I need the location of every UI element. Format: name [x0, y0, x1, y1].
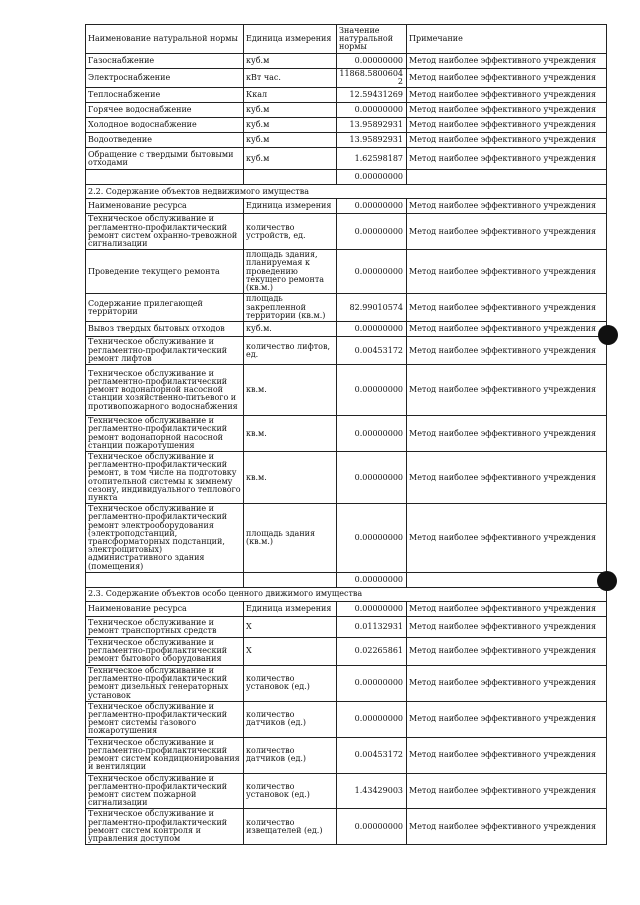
row-note: Метод наиболее эффективного учреждения: [407, 365, 607, 416]
row-name: Техническое обслуживание и регламентно-профилактический ремонт лифтов: [86, 337, 244, 365]
row-unit: куб.м: [244, 148, 337, 170]
row-name: Техническое обслуживание и регламентно-профилактический ремонт дизельных генераторных установок: [86, 665, 244, 701]
head-name: Наименование ресурса: [86, 601, 244, 616]
row-unit: количество устройств, ед.: [244, 214, 337, 250]
row-name: Техническое обслуживание и регламентно-профилактический ремонт систем контроля и управления доступом: [86, 809, 244, 845]
row-note: Метод наиболее эффективного учреждения: [407, 504, 607, 573]
header-unit: Единица измерения: [244, 25, 337, 54]
section-head-row: [86, 199, 607, 214]
subtotal-row: [86, 572, 607, 587]
row-note: Метод наиболее эффективного учреждения: [407, 294, 607, 322]
row-name: Техническое обслуживание и регламентно-профилактический ремонт систем пожарной сигнализации: [86, 773, 244, 809]
row-unit: количество установок (ед.): [244, 773, 337, 809]
table-row: [86, 214, 607, 250]
row-unit: количество датчиков (ед.): [244, 701, 337, 737]
row-value: 11868.58006042: [337, 69, 407, 88]
table-row: [86, 88, 607, 103]
row-name: Техническое обслуживание и ремонт транспортных средств: [86, 616, 244, 637]
row-name: Электроснабжение: [86, 69, 244, 88]
head-note: Метод наиболее эффективного учреждения: [407, 199, 607, 214]
row-value: 0.01132931: [337, 616, 407, 637]
table-row: [86, 416, 607, 452]
row-name: Техническое обслуживание и регламентно-профилактический ремонт систем кондиционирования и вентиляции: [86, 737, 244, 773]
row-unit: X: [244, 637, 337, 665]
row-value: 0.00000000: [337, 54, 407, 69]
table-row: [86, 69, 607, 88]
row-unit: количество извещателей (ед.): [244, 809, 337, 845]
row-unit: кВт час.: [244, 69, 337, 88]
row-value: 0.00000000: [337, 809, 407, 845]
row-note: Метод наиболее эффективного учреждения: [407, 322, 607, 337]
table-header-row: [86, 25, 607, 54]
table-row: [86, 701, 607, 737]
row-value: 0.02265861: [337, 637, 407, 665]
row-value: 0.00000000: [337, 103, 407, 118]
head-value: 0.00000000: [337, 601, 407, 616]
row-value: 0.00000000: [337, 416, 407, 452]
row-note: Метод наиболее эффективного учреждения: [407, 637, 607, 665]
table-row: [86, 737, 607, 773]
row-name: Техническое обслуживание и регламентно-профилактический ремонт системы газового пожаротушения: [86, 701, 244, 737]
subtotal-row: [86, 170, 607, 185]
row-name: Техническое обслуживание и регламентно-профилактический ремонт, в том числе на подготовку отопительной системы к зимнему сезону, индивидуального теплового пункта: [86, 452, 244, 504]
row-value: 0.00453172: [337, 737, 407, 773]
row-note: Метод наиболее эффективного учреждения: [407, 133, 607, 148]
row-unit: кв.м.: [244, 365, 337, 416]
row-note: Метод наиболее эффективного учреждения: [407, 416, 607, 452]
row-unit: Ккал: [244, 88, 337, 103]
row-value: 13.95892931: [337, 118, 407, 133]
header-note: Примечание: [407, 25, 607, 54]
row-unit: куб.м: [244, 118, 337, 133]
row-note: Метод наиболее эффективного учреждения: [407, 103, 607, 118]
table-row: [86, 809, 607, 845]
header-name: Наименование натуральной нормы: [86, 25, 244, 54]
head-note: Метод наиболее эффективного учреждения: [407, 601, 607, 616]
table-row: [86, 337, 607, 365]
row-value: 0.00000000: [337, 365, 407, 416]
row-note: Метод наиболее эффективного учреждения: [407, 665, 607, 701]
row-note: Метод наиболее эффективного учреждения: [407, 737, 607, 773]
table-row: [86, 250, 607, 294]
row-name: Горячее водоснабжение: [86, 103, 244, 118]
punch-hole-mark: [598, 325, 618, 345]
row-value: 82.99010574: [337, 294, 407, 322]
head-value: 0.00000000: [337, 199, 407, 214]
table-row: [86, 322, 607, 337]
row-value: 12.59431269: [337, 88, 407, 103]
row-name: Газоснабжение: [86, 54, 244, 69]
section-title-row: [86, 587, 607, 601]
row-note: Метод наиболее эффективного учреждения: [407, 452, 607, 504]
header-value: Значение натуральной нормы: [337, 25, 407, 54]
row-value: 0.00000000: [337, 322, 407, 337]
row-note: Метод наиболее эффективного учреждения: [407, 701, 607, 737]
table-row: [86, 637, 607, 665]
row-value: 13.95892931: [337, 133, 407, 148]
row-unit: куб.м.: [244, 322, 337, 337]
row-unit: куб.м: [244, 103, 337, 118]
row-value: 0.00000000: [337, 250, 407, 294]
row-note: Метод наиболее эффективного учреждения: [407, 773, 607, 809]
table-row: [86, 452, 607, 504]
row-note: Метод наиболее эффективного учреждения: [407, 148, 607, 170]
table-row: [86, 148, 607, 170]
row-name: Техническое обслуживание и регламентно-профилактический ремонт водонапорной насосной станции пожаротушения: [86, 416, 244, 452]
row-name: Техническое обслуживание и регламентно-профилактический ремонт систем охранно-тревожной сигнализации: [86, 214, 244, 250]
table-row: [86, 118, 607, 133]
row-value: 1.43429003: [337, 773, 407, 809]
row-name: Содержание прилегающей территории: [86, 294, 244, 322]
row-name: Проведение текущего ремонта: [86, 250, 244, 294]
row-value: 0.00000000: [337, 504, 407, 573]
row-note: Метод наиболее эффективного учреждения: [407, 616, 607, 637]
row-value: 0.00000000: [337, 701, 407, 737]
table-row: [86, 294, 607, 322]
row-unit: X: [244, 616, 337, 637]
row-name: Водоотведение: [86, 133, 244, 148]
row-unit: количество установок (ед.): [244, 665, 337, 701]
punch-hole-mark: [597, 571, 617, 591]
row-name: Теплоснабжение: [86, 88, 244, 103]
head-unit: Единица измерения: [244, 199, 337, 214]
section-title: 2.2. Содержание объектов недвижимого имущества: [86, 185, 607, 199]
row-value: 0.00453172: [337, 337, 407, 365]
row-unit: количество датчиков (ед.): [244, 737, 337, 773]
row-value: 1.62598187: [337, 148, 407, 170]
row-name: Техническое обслуживание и регламентно-профилактический ремонт водонапорной насосной станции хозяйственно-питьевого и противопожарного водоснабжения: [86, 365, 244, 416]
head-unit: Единица измерения: [244, 601, 337, 616]
row-note: Метод наиболее эффективного учреждения: [407, 88, 607, 103]
norms-table: [85, 24, 607, 845]
row-unit: количество лифтов, ед.: [244, 337, 337, 365]
section-title-row: [86, 185, 607, 199]
section-title: 2.3. Содержание объектов особо ценного движимого имущества: [86, 587, 607, 601]
row-unit: площадь здания (кв.м.): [244, 504, 337, 573]
table-row: [86, 54, 607, 69]
row-name: Техническое обслуживание и регламентно-профилактический ремонт бытового оборудования: [86, 637, 244, 665]
row-name: Вывоз твердых бытовых отходов: [86, 322, 244, 337]
row-unit: кв.м.: [244, 452, 337, 504]
row-note: Метод наиболее эффективного учреждения: [407, 250, 607, 294]
table-row: [86, 616, 607, 637]
row-value: 0.00000000: [337, 452, 407, 504]
row-name: Обращение с твердыми бытовыми отходами: [86, 148, 244, 170]
table-row: [86, 365, 607, 416]
table-row: [86, 133, 607, 148]
row-note: Метод наиболее эффективного учреждения: [407, 214, 607, 250]
table-row: [86, 504, 607, 573]
row-unit: куб.м: [244, 54, 337, 69]
row-value: 0.00000000: [337, 665, 407, 701]
row-name: Холодное водоснабжение: [86, 118, 244, 133]
subtotal-value: 0.00000000: [337, 170, 407, 185]
row-note: Метод наиболее эффективного учреждения: [407, 337, 607, 365]
row-name: Техническое обслуживание и регламентно-профилактический ремонт электрооборудования (электроподстанций, трансформаторных подстанций, электрощитовых) административного здания (помещения): [86, 504, 244, 573]
section-head-row: [86, 601, 607, 616]
table-row: [86, 665, 607, 701]
row-note: Метод наиболее эффективного учреждения: [407, 809, 607, 845]
row-unit: площадь здания, планируемая к проведению текущего ремонта (кв.м.): [244, 250, 337, 294]
table-row: [86, 773, 607, 809]
row-value: 0.00000000: [337, 214, 407, 250]
row-note: Метод наиболее эффективного учреждения: [407, 118, 607, 133]
subtotal-value: 0.00000000: [337, 572, 407, 587]
row-unit: площадь закрепленной территории (кв.м.): [244, 294, 337, 322]
row-note: Метод наиболее эффективного учреждения: [407, 54, 607, 69]
table-row: [86, 103, 607, 118]
row-unit: куб.м: [244, 133, 337, 148]
head-name: Наименование ресурса: [86, 199, 244, 214]
row-unit: кв.м.: [244, 416, 337, 452]
row-note: Метод наиболее эффективного учреждения: [407, 69, 607, 88]
